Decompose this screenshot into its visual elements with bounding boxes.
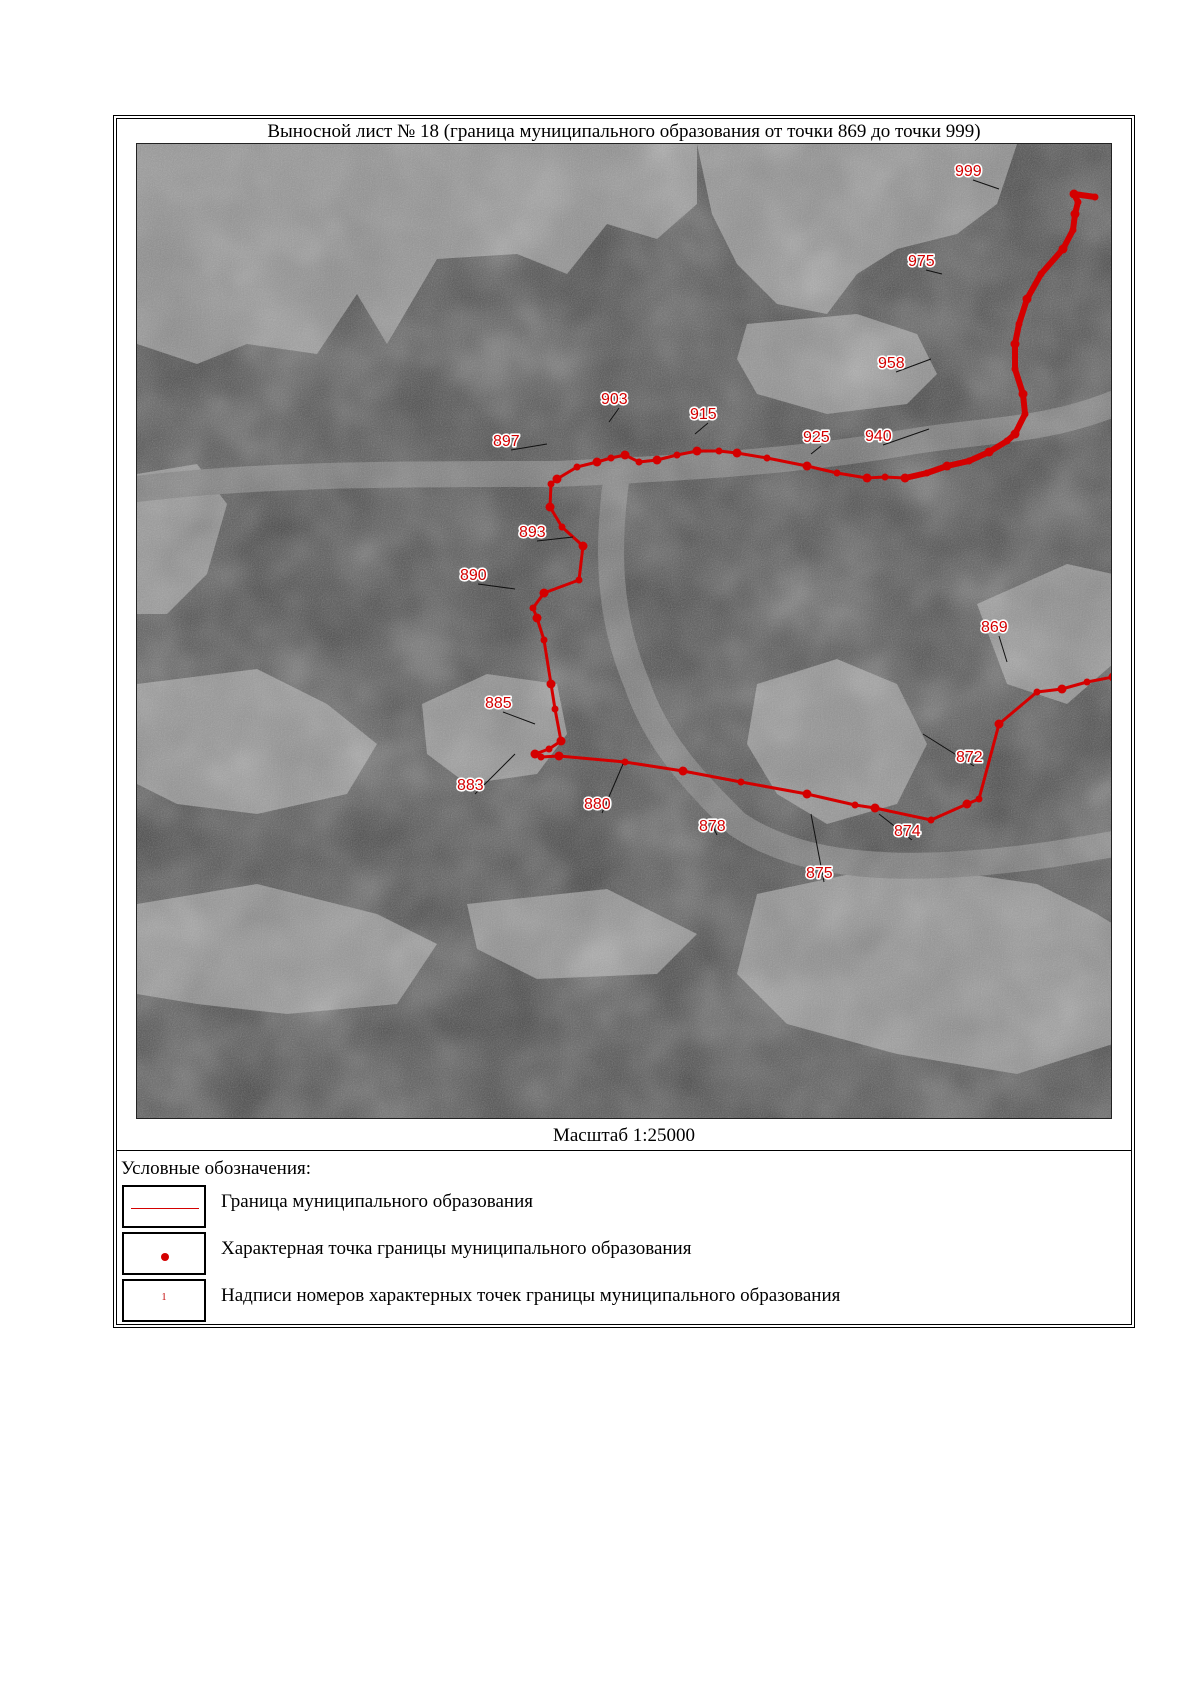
boundary-point bbox=[863, 474, 872, 483]
boundary-point bbox=[557, 737, 566, 746]
legend-item-point-number bbox=[122, 1279, 1122, 1324]
boundary-point bbox=[693, 447, 702, 456]
boundary-point bbox=[803, 790, 812, 799]
boundary-point bbox=[531, 750, 540, 759]
point-label-874: 874 bbox=[894, 823, 921, 840]
point-number-symbol: 1 bbox=[161, 1292, 167, 1303]
map-canvas bbox=[137, 144, 1112, 1119]
boundary-point bbox=[764, 455, 771, 462]
boundary-point bbox=[621, 451, 630, 460]
point-label-940: 940 bbox=[865, 428, 892, 445]
boundary-point bbox=[555, 752, 564, 761]
boundary-point-symbol bbox=[161, 1253, 169, 1261]
point-label-878: 878 bbox=[699, 818, 726, 835]
boundary-point bbox=[1084, 679, 1091, 686]
sheet-title: Выносной лист № 18 (граница муниципального образования от точки 869 до точки 999) bbox=[267, 121, 981, 142]
boundary-point bbox=[553, 475, 562, 484]
boundary-point bbox=[963, 800, 972, 809]
boundary-point bbox=[995, 720, 1004, 729]
boundary-line-symbol bbox=[131, 1208, 199, 1209]
boundary-point bbox=[559, 524, 566, 531]
point-label-975: 975 bbox=[908, 253, 935, 270]
legend-label: Надписи номеров характерных точек границы муниципального образования bbox=[221, 1285, 841, 1306]
boundary-point bbox=[546, 503, 555, 512]
boundary-point bbox=[574, 464, 581, 471]
legend-heading: Условные обозначения: bbox=[121, 1158, 312, 1179]
boundary-point bbox=[636, 459, 643, 466]
boundary-point bbox=[1058, 685, 1067, 694]
point-label-875: 875 bbox=[806, 865, 833, 882]
boundary-point bbox=[738, 779, 745, 786]
aerial-map[interactable] bbox=[136, 143, 1112, 1119]
point-label-880: 880 bbox=[584, 796, 611, 813]
legend-item-boundary-line bbox=[122, 1185, 1122, 1230]
point-label-999: 999 bbox=[955, 163, 982, 180]
point-label-869: 869 bbox=[981, 619, 1008, 636]
boundary-point bbox=[1034, 689, 1041, 696]
point-label-897: 897 bbox=[493, 433, 520, 450]
boundary-point bbox=[530, 605, 537, 612]
boundary-point bbox=[579, 542, 588, 551]
boundary-point bbox=[679, 767, 688, 776]
boundary-point bbox=[834, 470, 841, 477]
legend-symbol-box bbox=[122, 1185, 206, 1228]
boundary-point bbox=[540, 589, 549, 598]
boundary-point bbox=[882, 474, 889, 481]
canopy-grain bbox=[137, 144, 1112, 1119]
point-label-903: 903 bbox=[601, 391, 628, 408]
point-label-883: 883 bbox=[457, 777, 484, 794]
scale-caption: Масштаб 1:25000 bbox=[552, 1125, 696, 1146]
boundary-point bbox=[608, 455, 615, 462]
boundary-point bbox=[674, 452, 681, 459]
legend-symbol-box bbox=[122, 1279, 206, 1322]
boundary-point bbox=[541, 637, 548, 644]
point-label-890: 890 bbox=[460, 567, 487, 584]
point-label-885: 885 bbox=[485, 695, 512, 712]
boundary-point bbox=[716, 448, 723, 455]
point-label-872: 872 bbox=[956, 749, 983, 766]
boundary-point bbox=[733, 449, 742, 458]
legend-symbol-box bbox=[122, 1232, 206, 1275]
boundary-point bbox=[653, 456, 662, 465]
legend-label: Граница муниципального образования bbox=[221, 1191, 533, 1212]
legend-label: Характерная точка границы муниципального образования bbox=[221, 1238, 692, 1259]
legend-item-boundary-point bbox=[122, 1232, 1122, 1277]
boundary-point bbox=[546, 746, 553, 753]
boundary-point bbox=[928, 817, 935, 824]
boundary-point bbox=[547, 680, 556, 689]
point-label-958: 958 bbox=[878, 355, 905, 372]
boundary-point bbox=[871, 804, 880, 813]
boundary-point bbox=[533, 614, 542, 623]
point-label-925: 925 bbox=[803, 429, 830, 446]
boundary-point bbox=[576, 577, 583, 584]
boundary-point bbox=[803, 462, 812, 471]
boundary-point bbox=[852, 802, 859, 809]
boundary-point bbox=[593, 458, 602, 467]
point-label-915: 915 bbox=[690, 406, 717, 423]
point-label-893: 893 bbox=[519, 524, 546, 541]
boundary-point bbox=[976, 796, 983, 803]
legend-divider bbox=[117, 1150, 1131, 1151]
boundary-point bbox=[552, 706, 559, 713]
